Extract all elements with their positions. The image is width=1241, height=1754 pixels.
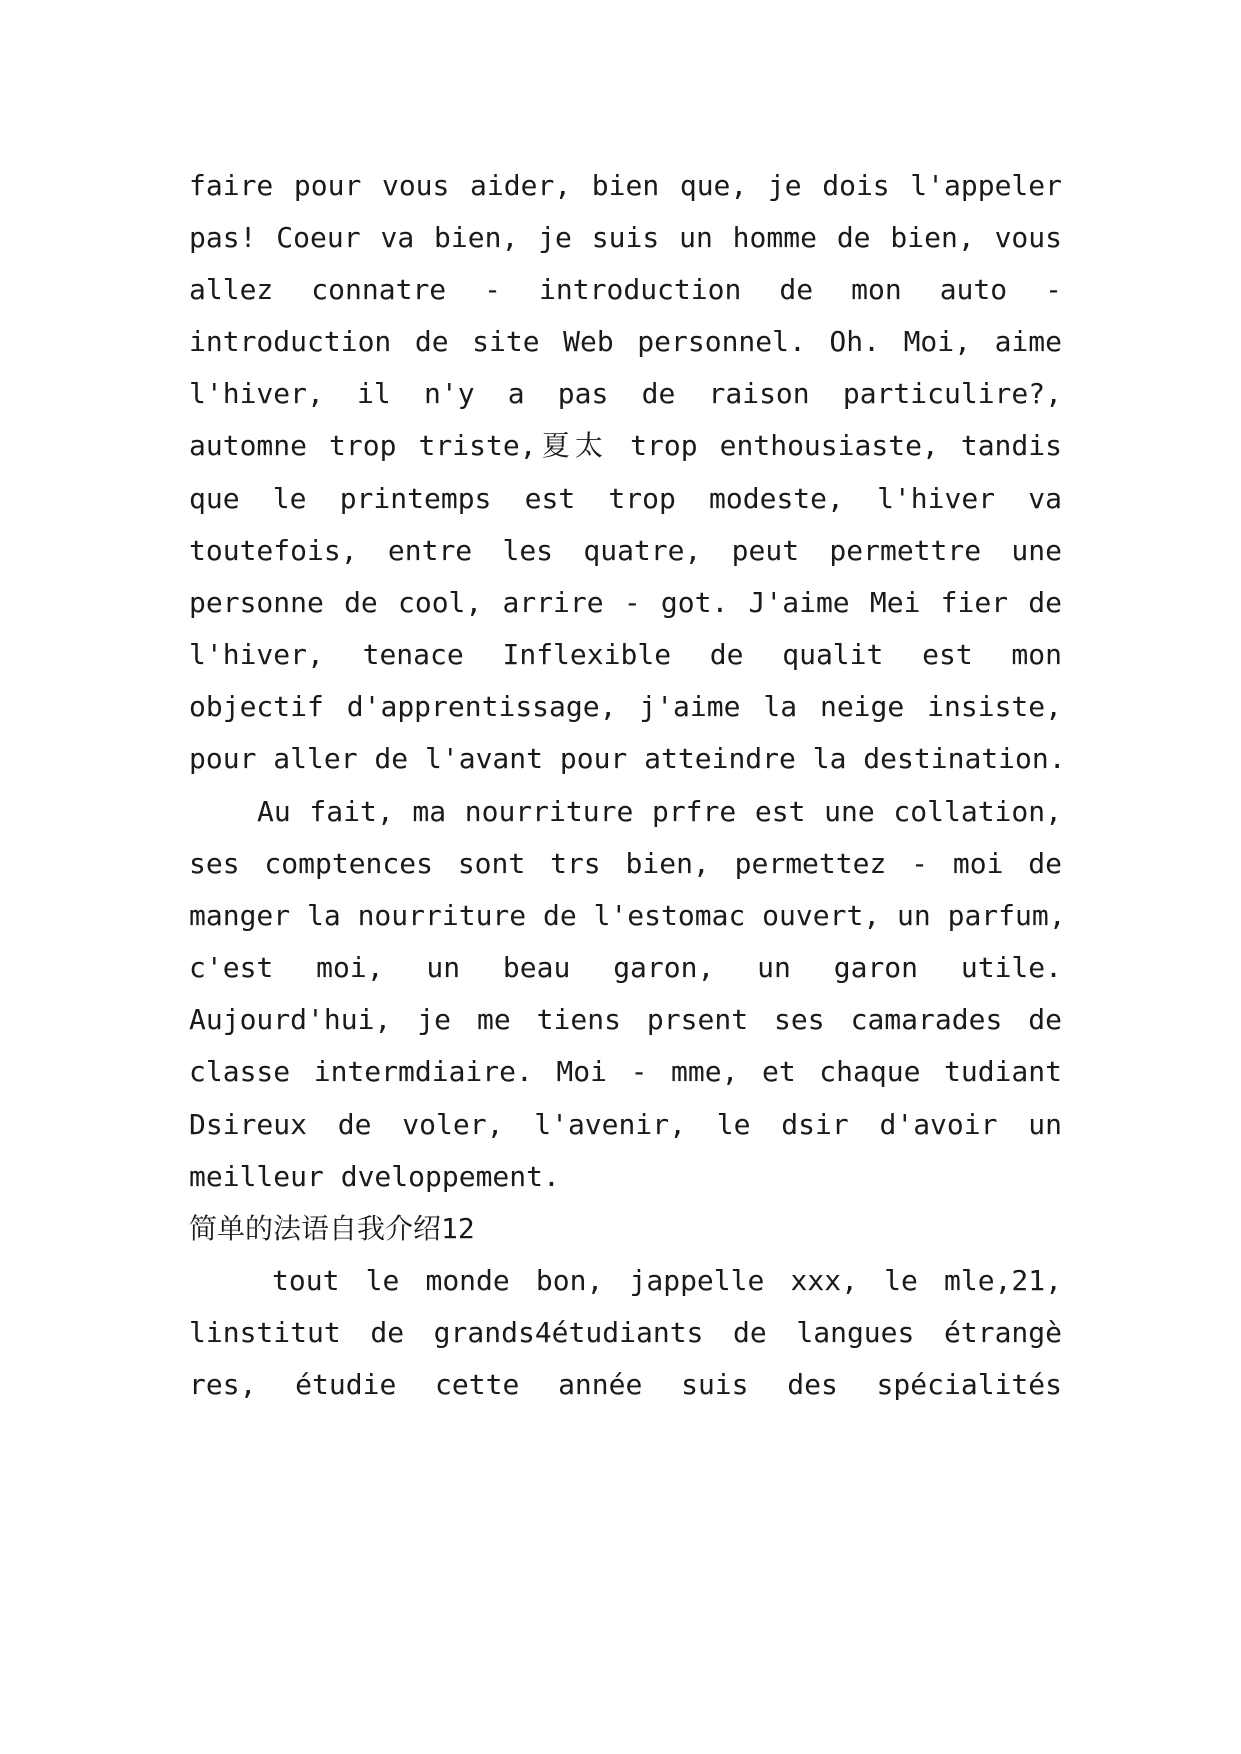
text-line: c'est moi, un beau garon, un garon utile.	[189, 951, 1062, 984]
text-line: linstitut de grands4étudiants de langues étrangè	[189, 1316, 1062, 1349]
text-line: l'hiver, tenace Inflexible de qualit est mon	[189, 638, 1062, 671]
text-line: res, étudie cette année suis des spécialités	[189, 1368, 1062, 1401]
text-line: automne trop triste,夏太 trop enthousiaste, tandis	[189, 429, 1062, 462]
text-line: toutefois, entre les quatre, peut permettre une	[189, 534, 1062, 567]
text-line: ses comptences sont trs bien, permettez - moi de	[189, 847, 1062, 880]
text-line: objectif d'apprentissage, j'aime la neige insiste,	[189, 690, 1062, 723]
text-line: que le printemps est trop modeste, l'hiver va	[189, 482, 1062, 515]
text-line: allez connatre - introduction de mon auto -	[189, 273, 1062, 306]
text-line: Dsireux de voler, l'avenir, le dsir d'avoir un	[189, 1108, 1062, 1141]
text-line: tout le monde bon, jappelle xxx, le mle,21,	[272, 1264, 1062, 1297]
text-line: Au fait, ma nourriture prfre est une collation,	[257, 795, 1062, 828]
section-heading: 简单的法语自我介绍12	[189, 1212, 475, 1245]
text-line: faire pour vous aider, bien que, je dois l'appeler	[189, 169, 1062, 202]
text-line: introduction de site Web personnel. Oh. Moi, aime	[189, 325, 1062, 358]
text-line: Aujourd'hui, je me tiens prsent ses camarades de	[189, 1003, 1062, 1036]
text-line: classe intermdiaire. Moi - mme, et chaque tudiant	[189, 1055, 1062, 1088]
text-line: personne de cool, arrire - got. J'aime Mei fier de	[189, 586, 1062, 619]
text-line: manger la nourriture de l'estomac ouvert, un parfum,	[189, 899, 1066, 932]
text-line: pas! Coeur va bien, je suis un homme de bien, vous	[189, 221, 1062, 254]
text-line: l'hiver, il n'y a pas de raison particulire?,	[189, 377, 1062, 410]
text-line: pour aller de l'avant pour atteindre la destination.	[189, 742, 1066, 775]
text-line: meilleur dveloppement.	[189, 1160, 560, 1193]
